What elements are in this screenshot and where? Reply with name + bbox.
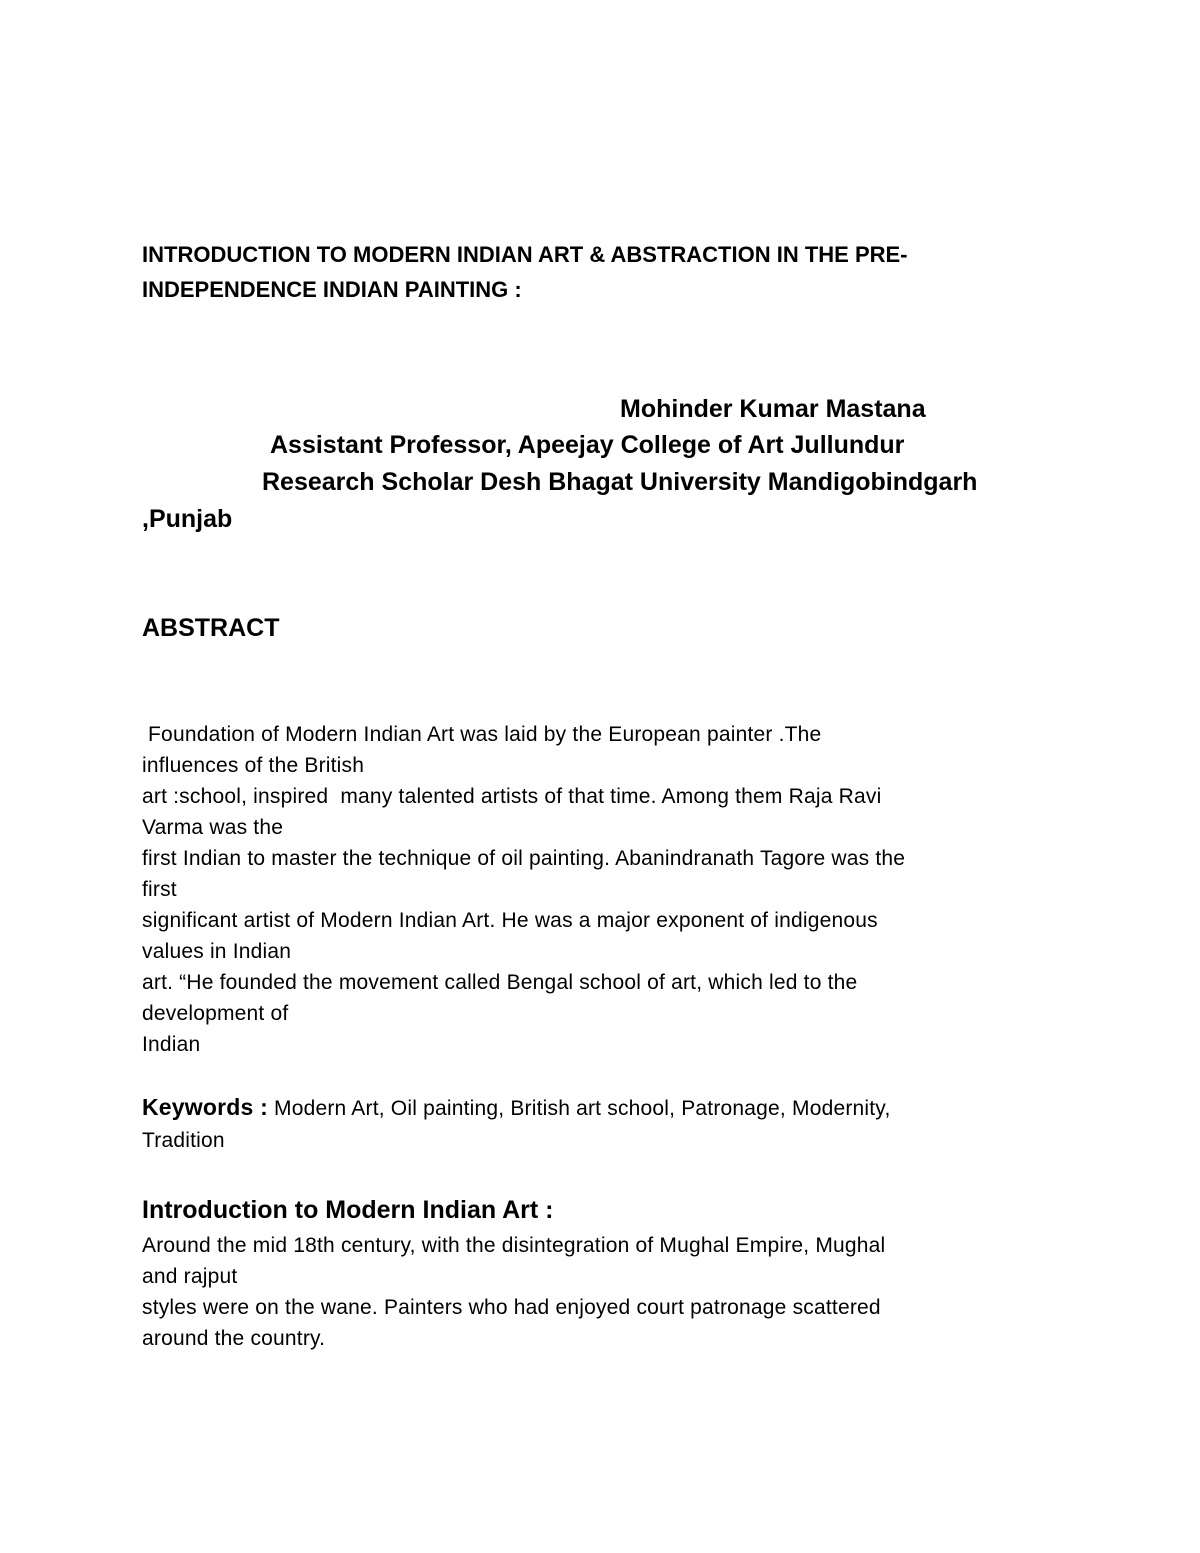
- abstract-line: first Indian to master the technique of oil painting. Abanindranath Tagore was the: [142, 847, 906, 870]
- abstract-line: Foundation of Modern Indian Art was laid by the European painter .The: [142, 723, 822, 746]
- keywords-line-2: Tradition: [142, 1129, 225, 1152]
- keywords-label: Keywords :: [142, 1094, 268, 1120]
- author-position: Assistant Professor, Apeejay College of Art Jullundur: [270, 431, 905, 459]
- abstract-line: influences of the British: [142, 754, 365, 777]
- abstract-line: first: [142, 878, 177, 901]
- abstract-line: Indian: [142, 1033, 201, 1056]
- author-research: Research Scholar Desh Bhagat University Mandigobindgarh: [262, 468, 978, 496]
- introduction-line: and rajput: [142, 1265, 238, 1288]
- introduction-line: around the country.: [142, 1327, 326, 1350]
- abstract-line: Varma was the: [142, 816, 284, 839]
- abstract-line: art :school, inspired many talented artists of that time. Among them Raja Ravi: [142, 785, 882, 808]
- abstract-heading: ABSTRACT: [142, 614, 280, 642]
- abstract-line: development of: [142, 1002, 289, 1025]
- introduction-line: styles were on the wane. Painters who had enjoyed court patronage scattered: [142, 1296, 881, 1319]
- abstract-line: values in Indian: [142, 940, 292, 963]
- title-line-2: INDEPENDENCE INDIAN PAINTING :: [142, 277, 522, 302]
- introduction-line: Around the mid 18th century, with the disintegration of Mughal Empire, Mughal: [142, 1234, 886, 1257]
- abstract-line: significant artist of Modern Indian Art. He was a major exponent of indigenous: [142, 909, 878, 932]
- abstract-line: art. “He founded the movement called Bengal school of art, which led to the: [142, 971, 858, 994]
- title-line-1: INTRODUCTION TO MODERN INDIAN ART & ABSTRACTION IN THE PRE-: [142, 242, 908, 267]
- author-name: Mohinder Kumar Mastana: [620, 395, 926, 423]
- keywords-line: [142, 1096, 890, 1119]
- introduction-heading: Introduction to Modern Indian Art :: [142, 1196, 554, 1224]
- keywords-text: Modern Art, Oil painting, British art school, Patronage, Modernity,: [267, 1097, 891, 1120]
- author-location: ,Punjab: [142, 505, 233, 533]
